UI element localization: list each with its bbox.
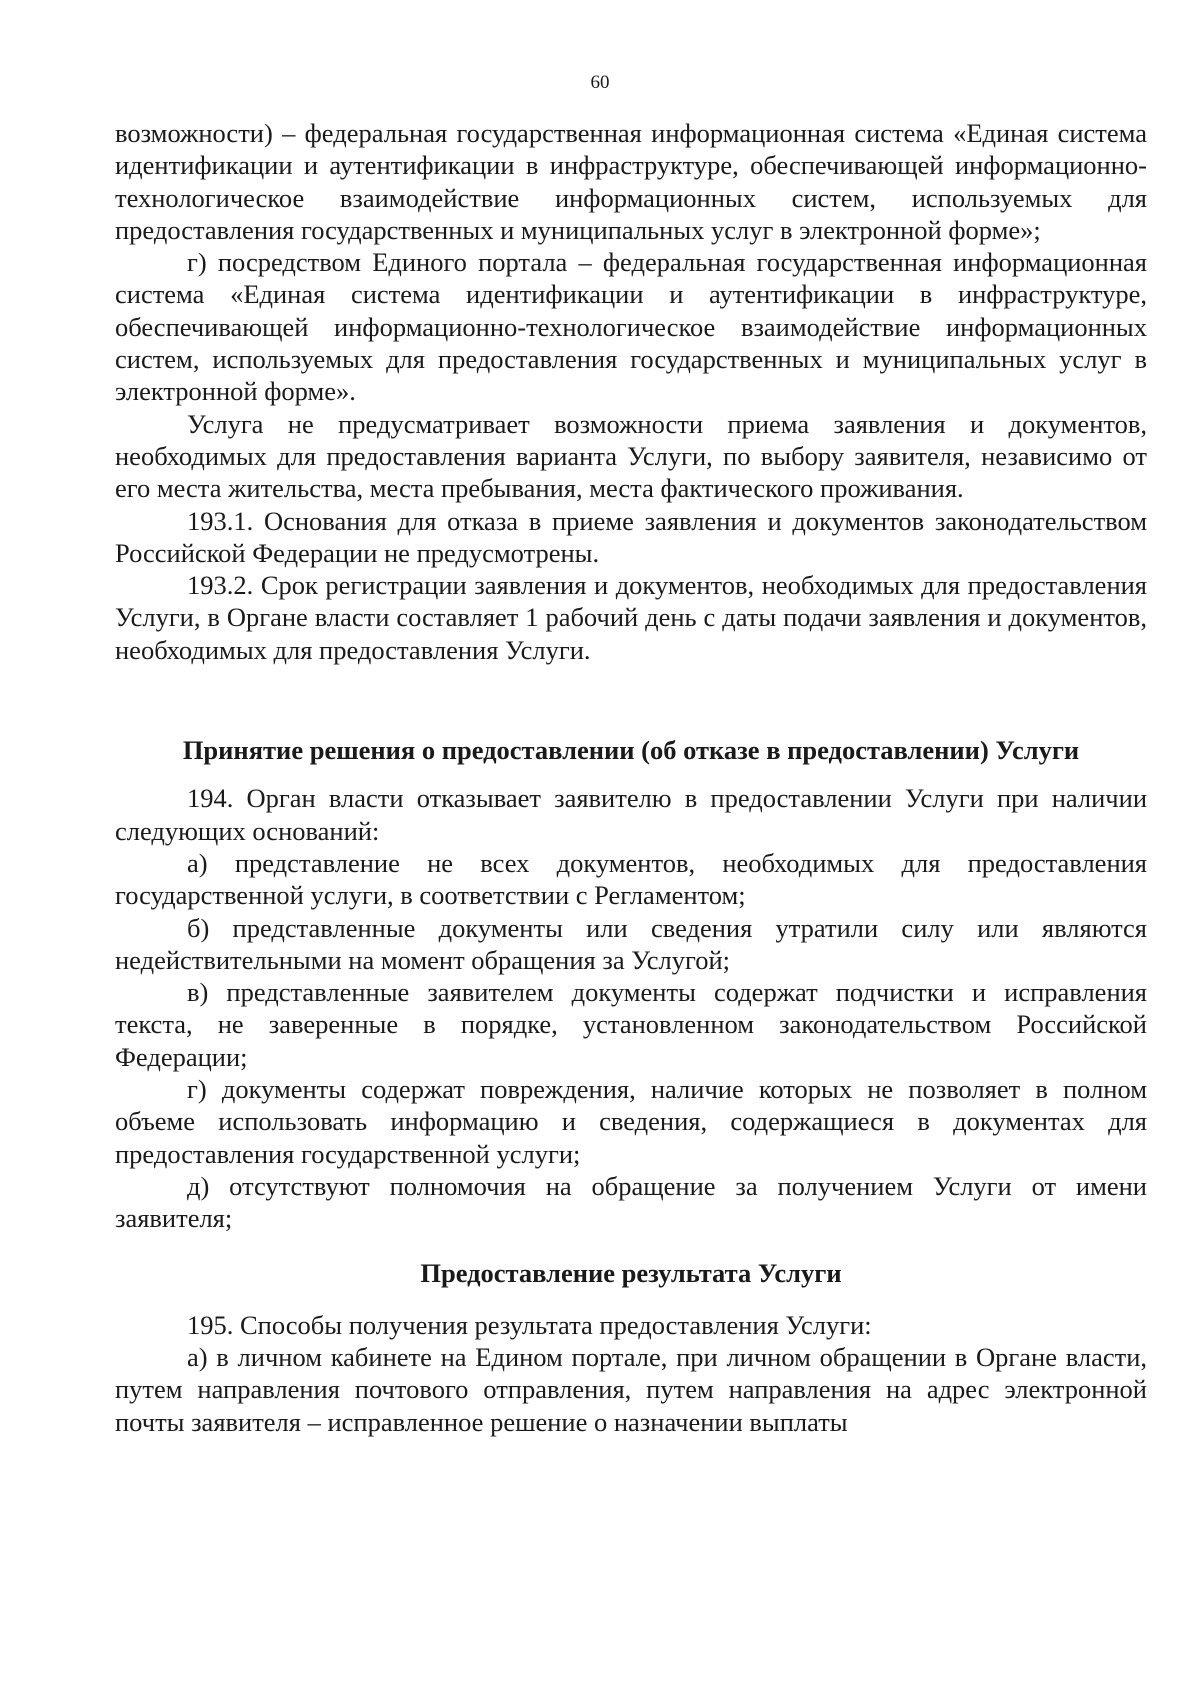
page-number: 60 xyxy=(590,72,610,93)
section-heading-decision: Принятие решения о предоставлении (об отказе в предоставлении) Услуги xyxy=(182,735,1080,766)
paragraph-194-d: д) отсутствуют полномочия на обращение за получением Услуги от имени заявителя; xyxy=(115,1170,1147,1234)
paragraph-item-g: г) посредством Единого портала – федеральная государственная информационная система «Единая система идентификации и аутентификации в инфраструктуре, обеспечивающей информационно-технологическое взаимодействие информационных систем, используемых для предоставления государственных и муниципальных услуг в электронной форме». xyxy=(115,247,1147,407)
paragraph-service-note: Услуга не предусматривает возможности приема заявления и документов, необходимых для предоставления варианта Услуги, по выбору заявителя, независимо от его места жительства, места пребывания, места фактического проживания. xyxy=(115,408,1147,504)
paragraph-193-2: 193.2. Срок регистрации заявления и документов, необходимых для предоставления Услуги, в Органе власти составляет 1 рабочий день с даты подачи заявления и документов, необходимых для предоставления Услуги. xyxy=(115,570,1147,665)
paragraph-194-b: б) представленные документы или сведения утратили силу или являются недействительными на момент обращения за Услугой; xyxy=(115,912,1147,975)
paragraph-195: 195. Способы получения результата предоставления Услуги: xyxy=(187,1309,872,1340)
paragraph-195-a: а) в личном кабинете на Едином портале, при личном обращении в Органе власти, путем направления почтового отправления, путем направления на адрес электронной почты заявителя – исправленное решение о назначении выплаты xyxy=(115,1342,1147,1437)
section-heading-result: Предоставление результата Услуги xyxy=(420,1257,842,1288)
paragraph-194-g: г) документы содержат повреждения, наличие которых не позволяет в полном объеме использовать информацию и сведения, содержащиеся в документах для предоставления государственной услуги; xyxy=(115,1074,1147,1169)
paragraph-193-1: 193.1. Основания для отказа в приеме заявления и документов законодательством Российской Федерации не предусмотрены. xyxy=(115,505,1147,568)
paragraph-194-v: в) представленные заявителем документы содержат подчистки и исправления текста, не заверенные в порядке, установленном законодательством Российской Федерации; xyxy=(115,977,1147,1072)
paragraph-194-a: а) представление не всех документов, необходимых для предоставления государственной услуги, в соответствии с Регламентом; xyxy=(115,847,1147,911)
document-body xyxy=(115,117,1147,1438)
paragraph-194: 194. Орган власти отказывает заявителю в предоставлении Услуги при наличии следующих оснований: xyxy=(115,783,1147,846)
paragraph-continuation: возможности) – федеральная государственная информационная система «Единая система идентификации и аутентификации в инфраструктуре, обеспечивающей информационно-технологическое взаимодействие информационных систем, используемых для предоставления государственных и муниципальных услуг в электронной форме»; xyxy=(115,118,1147,245)
